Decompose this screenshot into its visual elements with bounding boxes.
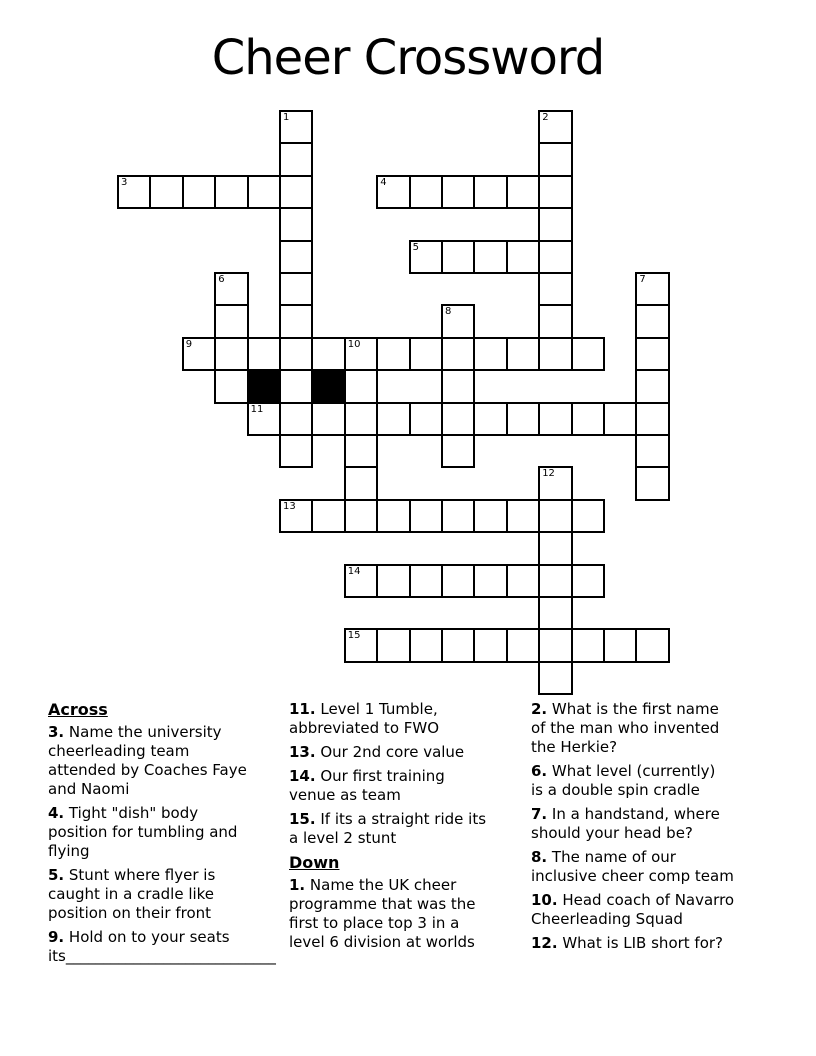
grid-cell[interactable]	[214, 272, 248, 306]
clue-column	[48, 700, 298, 971]
grid-cell[interactable]	[441, 337, 475, 371]
grid-cell[interactable]	[214, 304, 248, 338]
cell-number: 2	[542, 112, 549, 123]
clue-column	[289, 700, 539, 957]
grid-cell[interactable]	[538, 628, 572, 662]
grid-cell[interactable]	[344, 434, 378, 468]
cell-number: 5	[412, 241, 419, 253]
grid-cell[interactable]	[538, 110, 572, 144]
grid-cell[interactable]	[441, 402, 475, 436]
grid-cell[interactable]	[538, 240, 572, 274]
grid-cell[interactable]	[182, 175, 216, 209]
grid-cell[interactable]	[441, 369, 475, 403]
grid-cell[interactable]	[149, 175, 183, 209]
grid-cell[interactable]	[473, 628, 507, 662]
clue-item: 3. Name the university cheerleading team attended by Coaches Faye and Naomi	[48, 723, 247, 798]
grid-cell[interactable]	[538, 596, 572, 630]
grid-cell[interactable]	[409, 402, 443, 436]
grid-cell[interactable]	[506, 402, 540, 436]
black-cell	[311, 369, 345, 403]
grid-cell[interactable]	[538, 402, 572, 436]
grid-cell[interactable]	[376, 564, 410, 598]
clue-item: 1. Name the UK cheer programme that was the first to place top 3 in a level 6 division at worlds	[289, 876, 476, 951]
grid-cell[interactable]	[571, 337, 605, 371]
grid-cell[interactable]	[409, 337, 443, 371]
grid-cell[interactable]	[214, 369, 248, 403]
grid-cell[interactable]	[279, 304, 313, 338]
grid-cell[interactable]	[344, 402, 378, 436]
grid-cell[interactable]	[376, 337, 410, 371]
clue-number: 5.	[48, 866, 65, 884]
grid-cell[interactable]	[441, 628, 475, 662]
grid-cell[interactable]	[344, 499, 378, 533]
grid-cell[interactable]	[635, 337, 669, 371]
clue-number: 11.	[289, 700, 316, 718]
grid-cell[interactable]	[635, 466, 669, 500]
grid-cell[interactable]	[538, 337, 572, 371]
grid-cell[interactable]	[473, 175, 507, 209]
grid-cell[interactable]	[506, 337, 540, 371]
grid-cell[interactable]	[409, 175, 443, 209]
grid-cell[interactable]	[311, 337, 345, 371]
grid-cell[interactable]	[279, 240, 313, 274]
crossword-grid	[117, 110, 677, 700]
grid-cell[interactable]	[376, 499, 410, 533]
grid-cell[interactable]	[473, 240, 507, 274]
grid-cell[interactable]	[117, 175, 151, 209]
grid-cell[interactable]	[441, 434, 475, 468]
grid-cell[interactable]	[409, 564, 443, 598]
grid-cell[interactable]	[635, 402, 669, 436]
grid-cell[interactable]	[506, 628, 540, 662]
grid-cell[interactable]	[538, 207, 572, 241]
clue-number: 1.	[289, 876, 306, 894]
clue-item: 15. If its a straight ride its a level 2 stunt	[289, 810, 487, 847]
grid-cell[interactable]	[279, 402, 313, 436]
clue-item: 10. Head coach of Navarro Cheerleading Squad	[531, 891, 735, 928]
grid-cell[interactable]	[247, 402, 281, 436]
cell-number: 4	[380, 176, 387, 188]
clue-column	[531, 700, 786, 958]
grid-cell[interactable]	[538, 531, 572, 565]
grid-cell[interactable]	[376, 175, 410, 209]
grid-cell[interactable]	[409, 499, 443, 533]
clue-list-header: Down	[289, 853, 340, 872]
grid-cell[interactable]	[279, 434, 313, 468]
clue-item: 9. Hold on to your seats its____________________________	[48, 928, 276, 965]
clue-number: 13.	[289, 743, 316, 761]
cell-number: 8	[445, 306, 452, 318]
grid-cell[interactable]	[344, 466, 378, 500]
clue-item: 13. Our 2nd core value	[289, 743, 465, 761]
grid-cell[interactable]	[635, 272, 669, 306]
clue-number: 12.	[531, 934, 558, 952]
grid-cell[interactable]	[247, 175, 281, 209]
grid-cell[interactable]	[538, 304, 572, 338]
grid-cell[interactable]	[506, 499, 540, 533]
black-cell	[247, 369, 281, 403]
grid-cell[interactable]	[409, 240, 443, 274]
grid-cell[interactable]	[441, 304, 475, 338]
grid-cell[interactable]	[506, 564, 540, 598]
clue-item: 14. Our first training venue as team	[289, 767, 445, 804]
grid-cell[interactable]	[214, 337, 248, 371]
grid-cell[interactable]	[538, 661, 572, 695]
cell-number: 7	[639, 274, 646, 285]
grid-cell[interactable]	[279, 499, 313, 533]
grid-cell[interactable]	[279, 175, 313, 209]
grid-cell[interactable]	[635, 628, 669, 662]
cell-number: 3	[121, 176, 128, 188]
clue-item: 8. The name of our inclusive cheer comp team	[531, 848, 734, 885]
grid-cell[interactable]	[344, 369, 378, 403]
grid-cell[interactable]	[635, 304, 669, 338]
clue-item: 2. What is the first name of the man who invented the Herkie?	[531, 700, 720, 756]
grid-cell[interactable]	[603, 628, 637, 662]
clue-item: 7. In a handstand, where should your head be?	[531, 805, 720, 842]
grid-cell[interactable]	[473, 564, 507, 598]
grid-cell[interactable]	[311, 499, 345, 533]
cell-number: 13	[283, 500, 296, 512]
grid-cell[interactable]	[247, 337, 281, 371]
clue-number: 3.	[48, 723, 65, 741]
grid-cell[interactable]	[279, 272, 313, 306]
grid-cell[interactable]	[376, 402, 410, 436]
clue-item: 5. Stunt where flyer is caught in a cradle like position on their front	[48, 866, 216, 922]
grid-cell[interactable]	[376, 628, 410, 662]
grid-cell[interactable]	[571, 628, 605, 662]
grid-cell[interactable]	[538, 564, 572, 598]
grid-cell[interactable]	[441, 564, 475, 598]
grid-cell[interactable]	[344, 337, 378, 371]
grid-cell[interactable]	[571, 402, 605, 436]
clue-number: 4.	[48, 804, 65, 822]
grid-cell[interactable]	[538, 499, 572, 533]
grid-cell[interactable]	[441, 175, 475, 209]
cell-number: 15	[347, 630, 361, 642]
page-title: Cheer Crossword	[211, 30, 605, 86]
grid-cell[interactable]	[182, 337, 216, 371]
cell-number: 14	[347, 565, 361, 577]
grid-cell[interactable]	[635, 369, 669, 403]
grid-cell[interactable]	[441, 499, 475, 533]
grid-cell[interactable]	[311, 402, 345, 436]
grid-cell[interactable]	[279, 337, 313, 371]
cell-number: 1	[283, 112, 290, 123]
clue-number: 9.	[48, 928, 65, 946]
grid-cell[interactable]	[279, 207, 313, 241]
grid-cell[interactable]	[538, 142, 572, 176]
cell-number: 12	[542, 468, 555, 480]
clue-item: 11. Level 1 Tumble, abbreviated to FWO	[289, 700, 440, 737]
clue-item: 6. What level (currently) is a double spin cradle	[531, 762, 716, 799]
cell-number: 9	[185, 338, 193, 350]
grid-cell[interactable]	[441, 240, 475, 274]
grid-cell[interactable]	[279, 142, 313, 176]
grid-cell[interactable]	[571, 564, 605, 598]
cell-number: 6	[218, 274, 225, 285]
clue-number: 2.	[531, 700, 548, 718]
grid-cell[interactable]	[538, 175, 572, 209]
clue-number: 6.	[531, 762, 548, 780]
grid-cell[interactable]	[538, 466, 572, 500]
grid-cell[interactable]	[538, 272, 572, 306]
grid-cell[interactable]	[473, 337, 507, 371]
grid-cell[interactable]	[409, 628, 443, 662]
grid-cell[interactable]	[344, 564, 378, 598]
clue-list-header: Across	[48, 700, 108, 719]
grid-cell[interactable]	[603, 402, 637, 436]
cell-number: 11	[250, 403, 264, 415]
grid-cell[interactable]	[506, 240, 540, 274]
clue-item: 4. Tight "dish" body position for tumbling and flying	[48, 804, 238, 860]
grid-cell[interactable]	[635, 434, 669, 468]
clue-number: 14.	[289, 767, 316, 785]
clue-number: 7.	[531, 805, 548, 823]
grid-cell[interactable]	[473, 499, 507, 533]
clue-number: 10.	[531, 891, 558, 909]
grid-cell[interactable]	[214, 175, 248, 209]
grid-cell[interactable]	[344, 628, 378, 662]
grid-cell[interactable]	[279, 110, 313, 144]
clue-number: 8.	[531, 848, 548, 866]
clue-number: 15.	[289, 810, 316, 828]
grid-cell[interactable]	[473, 402, 507, 436]
grid-cell[interactable]	[571, 499, 605, 533]
grid-cell[interactable]	[506, 175, 540, 209]
cell-number: 10	[347, 338, 361, 350]
grid-cell[interactable]	[279, 369, 313, 403]
clue-item: 12. What is LIB short for?	[531, 934, 724, 952]
